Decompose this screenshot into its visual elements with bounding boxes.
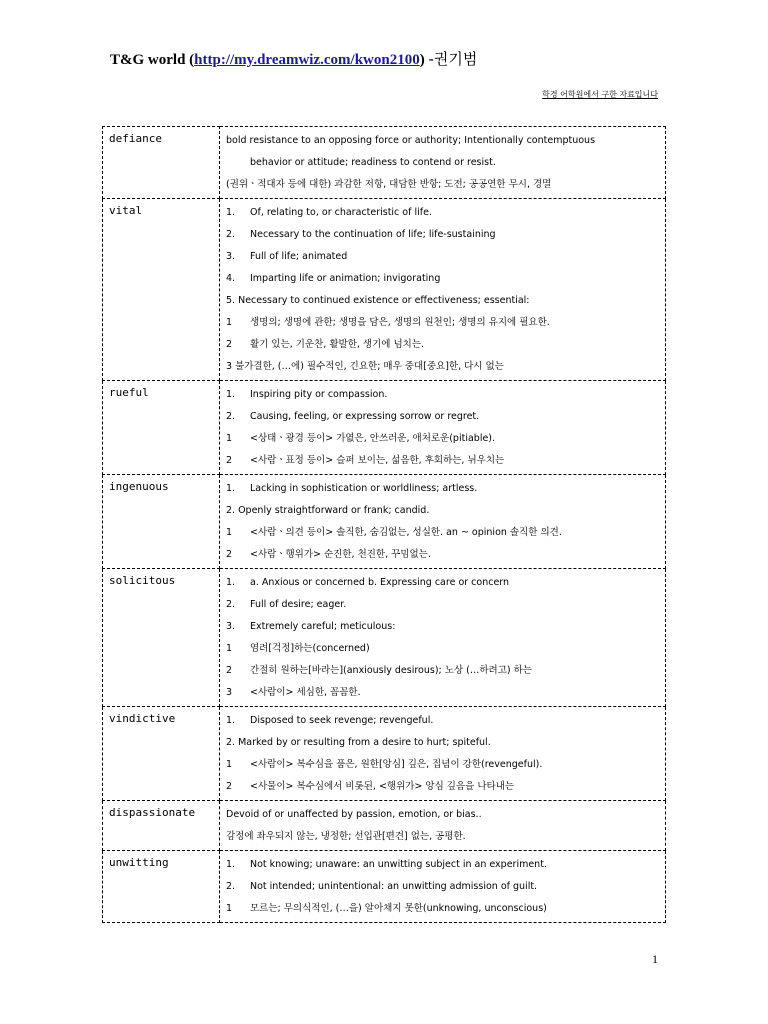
- definition-number: 1: [226, 643, 233, 654]
- definition-line: [226, 522, 659, 544]
- definition-text: <사물이> 복수심에서 비롯된, <행위가> 앙심 깊음을 나타내는: [250, 781, 515, 792]
- definition-number: 1: [226, 433, 233, 444]
- vocab-word: unwitting: [103, 851, 220, 923]
- definition-number: 2: [226, 549, 233, 560]
- definition-line: [226, 754, 659, 776]
- vocab-row: [103, 475, 666, 569]
- definition-number: 2: [226, 781, 233, 792]
- definition-text: Necessary to the continuation of life; life-sustaining: [250, 229, 496, 240]
- definition-number: 1: [226, 903, 233, 914]
- definition-line: [226, 312, 659, 334]
- definition-line: [226, 202, 659, 224]
- vocab-word: defiance: [103, 127, 220, 199]
- definition-line: [226, 406, 659, 428]
- definition-line: [226, 804, 659, 826]
- definition-number: 1.: [226, 577, 236, 588]
- definition-line: [226, 544, 659, 566]
- definition-number: 2: [226, 339, 233, 350]
- definition-line: [226, 334, 659, 356]
- definition-line: [226, 290, 659, 312]
- definition-number: 3.: [226, 621, 236, 632]
- definition-number: 1.: [226, 483, 236, 494]
- definition-text: Not intended; unintentional: an unwitting admission of guilt.: [250, 881, 538, 892]
- definition-text: 생명의; 생명에 관한; 생명을 담은, 생명의 원천인; 생명의 유지에 필요한.: [250, 317, 550, 328]
- definition-line: [226, 710, 659, 732]
- vocab-definitions: [220, 199, 666, 381]
- vocab-word: ingenuous: [103, 475, 220, 569]
- definition-line: [226, 732, 659, 754]
- definition-text: 감정에 좌우되지 않는, 냉정한; 선입관[편견] 없는, 공평한.: [226, 831, 466, 842]
- vocab-row: [103, 707, 666, 801]
- definition-text: Devoid of or unaffected by passion, emotion, or bias..: [226, 809, 482, 820]
- vocab-row: [103, 199, 666, 381]
- definition-text: 3 불가결한, (…에) 필수적인, 긴요한; 매우 중대[중요]한, 다시 없는: [226, 361, 504, 372]
- definition-text: Full of desire; eager.: [250, 599, 347, 610]
- definition-text: Inspiring pity or compassion.: [250, 389, 388, 400]
- definition-line: [226, 876, 659, 898]
- vocab-word: solicitous: [103, 569, 220, 707]
- definition-number: 2.: [226, 411, 236, 422]
- definition-line: [226, 682, 659, 704]
- definition-number: 1.: [226, 859, 236, 870]
- definition-text: (권위ㆍ적대자 등에 대한) 과감한 저항, 대담한 반항; 도전; 공공연한 무시, 경멸: [226, 179, 552, 190]
- definition-number: 3: [226, 687, 233, 698]
- definition-text: <사람ㆍ표정 등이> 슬퍼 보이는, 섧음한, 후회하는, 뉘우치는: [250, 455, 505, 466]
- definition-text: bold resistance to an opposing force or authority; Intentionally contemptuous: [226, 135, 596, 146]
- definition-line: [226, 500, 659, 522]
- definition-text: 간절히 원하는[바라는](anxiously desirous); 노상 (…하려고) 하는: [250, 665, 532, 676]
- definition-number: 2: [226, 455, 233, 466]
- definition-text: 5. Necessary to continued existence or effectiveness; essential:: [226, 295, 530, 306]
- definition-line: [226, 130, 659, 152]
- definition-text: Causing, feeling, or expressing sorrow or regret.: [250, 411, 480, 422]
- vocab-definitions: [220, 127, 666, 199]
- definition-number: 1: [226, 759, 233, 770]
- vocab-word: dispassionate: [103, 801, 220, 851]
- vocab-word: vindictive: [103, 707, 220, 801]
- definition-text: 염려[걱정]하는(concerned): [250, 643, 370, 654]
- source-note: 학경 어학원에서 구한 자료입니다: [542, 90, 658, 99]
- vocab-row: [103, 127, 666, 199]
- definition-line: [226, 660, 659, 682]
- definition-line: [226, 478, 659, 500]
- definition-text: behavior or attitude; readiness to contend or resist.: [250, 157, 496, 168]
- vocab-row: [103, 851, 666, 923]
- page-number: 1: [652, 952, 658, 966]
- definition-line: [226, 638, 659, 660]
- vocab-definitions: [220, 801, 666, 851]
- definition-text: Not knowing; unaware: an unwitting subject in an experiment.: [250, 859, 547, 870]
- definition-line: [226, 224, 659, 246]
- definition-number: 1.: [226, 715, 236, 726]
- definition-text: Lacking in sophistication or worldliness; artless.: [250, 483, 478, 494]
- header-author: -권기범: [428, 50, 478, 68]
- definition-number: 2.: [226, 229, 236, 240]
- definition-line: [226, 826, 659, 848]
- header-title-suffix: ): [419, 52, 425, 68]
- definition-text: Of, relating to, or characteristic of life.: [250, 207, 432, 218]
- definition-line: [226, 572, 659, 594]
- vocab-word: vital: [103, 199, 220, 381]
- definition-number: 1.: [226, 389, 236, 400]
- definition-line: [226, 384, 659, 406]
- vocab-definitions: [220, 475, 666, 569]
- definition-line: [226, 854, 659, 876]
- definition-line: [226, 594, 659, 616]
- page-header: [110, 48, 477, 69]
- header-title: T&G world (: [110, 52, 195, 68]
- definition-text: Imparting life or animation; invigorating: [250, 273, 441, 284]
- definition-line: [226, 616, 659, 638]
- definition-text: <사람이> 세심한, 꼼꼼한.: [250, 687, 361, 698]
- definition-line: [226, 776, 659, 798]
- vocab-definitions: [220, 381, 666, 475]
- vocab-definitions: [220, 707, 666, 801]
- definition-number: 2.: [226, 599, 236, 610]
- definition-text: 2. Marked by or resulting from a desire to hurt; spiteful.: [226, 737, 491, 748]
- vocab-row: [103, 381, 666, 475]
- definition-line: [226, 450, 659, 472]
- definition-line: [226, 268, 659, 290]
- definition-text: 활기 있는, 기운찬, 활발한, 생기에 넘치는.: [250, 339, 425, 350]
- definition-line: [226, 356, 659, 378]
- definition-number: 4.: [226, 273, 236, 284]
- definition-number: 1.: [226, 207, 236, 218]
- definition-line: [226, 174, 659, 196]
- definition-number: 1: [226, 317, 233, 328]
- vocabulary-table: [102, 126, 666, 923]
- definition-line: [226, 246, 659, 268]
- definition-line: [226, 898, 659, 920]
- definition-text: 모르는; 무의식적인, (…을) 알아채지 못한(unknowing, unconscious): [250, 903, 547, 914]
- definition-text: Full of life; animated: [250, 251, 348, 262]
- definition-text: <상태ㆍ광경 등이> 가엾은, 안쓰러운, 애처로운(pitiable).: [250, 433, 496, 444]
- definition-number: 3.: [226, 251, 236, 262]
- header-link[interactable]: http://my.dreamwiz.com/kwon2100: [194, 52, 420, 68]
- definition-line: [226, 428, 659, 450]
- definition-text: Disposed to seek revenge; revengeful.: [250, 715, 434, 726]
- definition-text: <사람ㆍ행위가> 순진한, 천진한, 꾸밈없는.: [250, 549, 431, 560]
- vocab-row: [103, 801, 666, 851]
- definition-number: 2.: [226, 881, 236, 892]
- vocab-definitions: [220, 851, 666, 923]
- definition-number: 2: [226, 665, 233, 676]
- definition-text: <사람ㆍ의견 등이> 솔직한, 숨김없는, 성실한. an ~ opinion 솔직한 의견.: [250, 527, 562, 538]
- definition-text: <사람이> 복수심을 품은, 원한[앙심] 깊은, 집념이 강한(revengeful).: [250, 759, 543, 770]
- definition-line: [226, 152, 659, 174]
- vocab-row: [103, 569, 666, 707]
- definition-text: a. Anxious or concerned b. Expressing care or concern: [250, 577, 510, 588]
- vocab-definitions: [220, 569, 666, 707]
- definition-text: 2. Openly straightforward or frank; candid.: [226, 505, 430, 516]
- vocab-word: rueful: [103, 381, 220, 475]
- definition-text: Extremely careful; meticulous:: [250, 621, 396, 632]
- definition-number: 1: [226, 527, 233, 538]
